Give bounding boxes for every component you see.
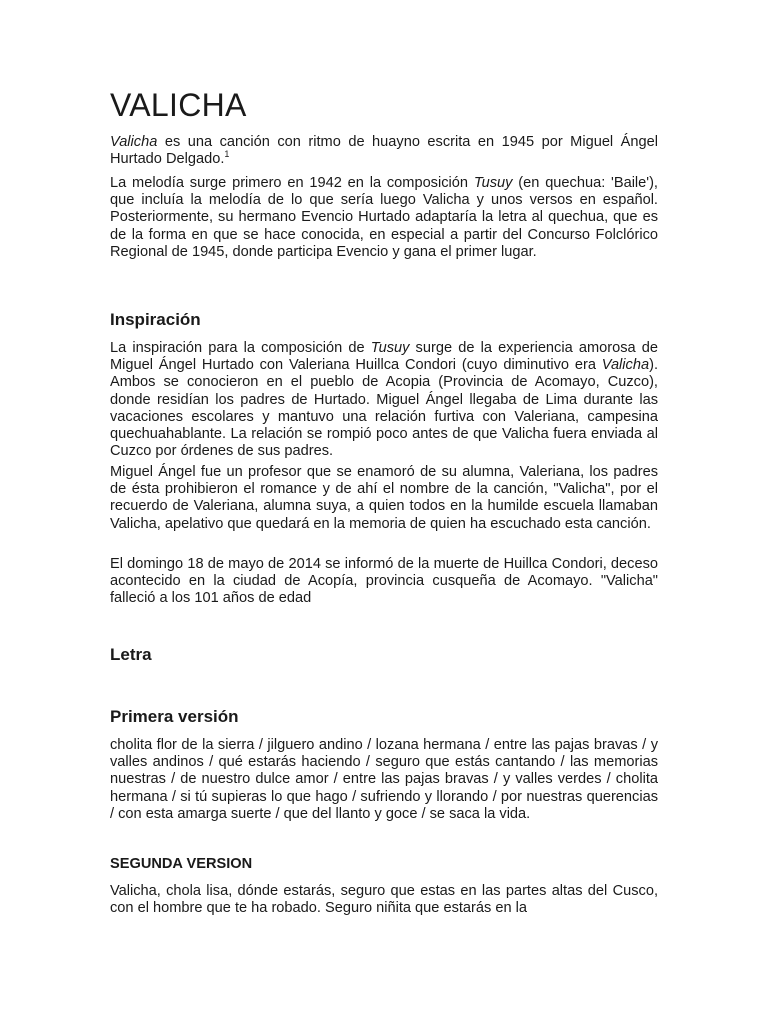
heading-letra: Letra (110, 645, 152, 664)
footnote-marker[interactable]: 1 (224, 149, 230, 160)
inspiracion-paragraph-3: El domingo 18 de mayo de 2014 se informó de la muerte de Huillca Condori, deceso acontecido en la ciudad de Acopía, provincia cusqueña de Acomayo. "Valicha" falleció a los 101 años de edad (110, 556, 658, 607)
intro-paragraph-1-text: es una canción con ritmo de huayno escrita en 1945 por Miguel Ángel Hurtado Delgado. (110, 134, 658, 168)
inspiracion-paragraph-2: Miguel Ángel fue un profesor que se enamoró de su alumna, Valeriana, los padres de ésta prohibieron el romance y de ahí el nombre de la canción, "Valicha", por el recuerdo de Valeriana, alumna suya, a quien todos en la humilde escuela llamaban Valicha, apelativo que quedará en la memoria de quien ha escuchado esta canción. (110, 464, 658, 532)
document-title: VALICHA (110, 87, 247, 123)
italic-term: Tusuy (473, 175, 513, 191)
intro-paragraph-2-after: (en quechua: 'Baile'), que incluía la melodía de lo que sería luego Valicha y unos versos en español. Posteriormente, su hermano Evencio Hurtado adaptaría la letra al quechua, que es de la forma en que se hace conocida, en especial a partir del Concurso Folclórico Regional de 1945, donde participa Evencio y gana el primer lugar. (110, 175, 658, 260)
inspiracion-paragraph-1 (110, 340, 658, 460)
segunda-version-lyrics: Valicha, chola lisa, dónde estarás, seguro que estas en las partes altas del Cusco, con el hombre que te ha robado. Seguro niñita que estarás en la (110, 883, 658, 917)
heading-inspiracion: Inspiración (110, 310, 201, 329)
italic-term: Valicha (110, 134, 158, 150)
intro-paragraph-2 (110, 175, 658, 261)
heading-primera-version: Primera versión (110, 707, 239, 726)
inspiracion-paragraph-1-middle: surge de la experiencia amorosa de Miguel Ángel Hurtado con Valeriana Huillca Condori (cuyo diminutivo era (110, 340, 658, 374)
intro-paragraph-2-before: La melodía surge primero en 1942 en la composición (110, 175, 474, 191)
inspiracion-paragraph-1-before: La inspiración para la composición de (110, 340, 371, 356)
italic-term: Tusuy (370, 340, 410, 356)
primera-version-lyrics: cholita flor de la sierra / jilguero andino / lozana hermana / entre las pajas bravas / y valles andinos / qué estarás haciendo / seguro que estás cantando / las memorias nuestras / de nuestro dulce amor / entre las pajas bravas / y valles verdes / cholita hermana / si tú supieras lo que hago / sufriendo y llorando / por nuestras querencias / con esta amarga suerte / que del llanto y goce / se saca la vida. (110, 737, 658, 822)
inspiracion-paragraph-1-after: ). Ambos se conocieron en el pueblo de Acopia (Provincia de Acomayo, Cuzco), donde residían los padres de Hurtado. Miguel Ángel llegaba de Lima durante las vacaciones escolares y mantuvo una relación furtiva con Valeriana, campesina quechuahablante. La relación se rompió poco antes de que Valicha fuera enviada al Cuzco por órdenes de sus padres. (110, 357, 658, 460)
heading-segunda-version: SEGUNDA VERSION (110, 856, 253, 872)
italic-term: Valicha (601, 357, 650, 374)
intro-paragraph-1 (110, 134, 658, 168)
